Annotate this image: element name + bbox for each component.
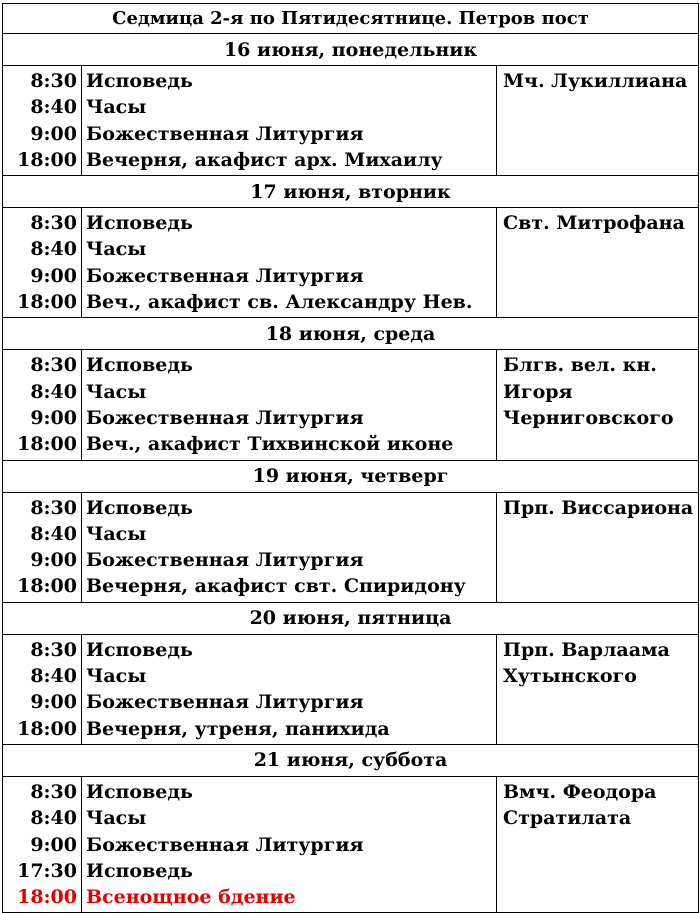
service-time: 9:00 bbox=[30, 691, 77, 714]
saint-of-day bbox=[497, 66, 699, 176]
service-time: 9:00 bbox=[30, 264, 77, 287]
saint-name-line: Стратилата bbox=[503, 807, 632, 830]
day-services-row bbox=[3, 208, 699, 318]
schedule-table bbox=[2, 3, 699, 913]
saint-name-line: Прп. Варлаама bbox=[503, 638, 670, 661]
service-name: Божественная Литургия bbox=[86, 264, 364, 287]
service-time: 8:40 bbox=[30, 665, 77, 688]
service-time: 8:30 bbox=[30, 496, 77, 519]
service-time: 18:00 bbox=[17, 575, 77, 598]
saint-name-line: Блгв. вел. кн. bbox=[503, 354, 657, 377]
day-header-row bbox=[3, 318, 699, 350]
day-header-row bbox=[3, 602, 699, 634]
service-time: 8:30 bbox=[30, 212, 77, 235]
service-name: Часы bbox=[86, 96, 147, 119]
service-events bbox=[82, 776, 497, 912]
service-time: 8:40 bbox=[30, 238, 77, 261]
saint-of-day bbox=[497, 350, 699, 460]
saint-name-line: Мч. Лукиллиана bbox=[503, 70, 688, 92]
service-name: Исповедь bbox=[86, 354, 193, 377]
saint-name-line: Игоря bbox=[503, 380, 573, 403]
schedule-title: Седмица 2-я по Пятидесятнице. Петров пост bbox=[3, 4, 699, 34]
service-times bbox=[3, 66, 82, 176]
service-time: 9:00 bbox=[30, 406, 77, 429]
service-time: 18:00 bbox=[17, 291, 77, 314]
service-name: Часы bbox=[86, 807, 147, 830]
day-services-row bbox=[3, 66, 699, 176]
service-events bbox=[82, 208, 497, 318]
service-time: 8:30 bbox=[30, 354, 77, 377]
day-services-row bbox=[3, 492, 699, 602]
day-date: 16 июня, понедельник bbox=[3, 34, 699, 66]
service-name: Божественная Литургия bbox=[86, 122, 364, 145]
day-date: 18 июня, среда bbox=[3, 318, 699, 350]
service-name: Исповедь bbox=[86, 859, 193, 882]
day-date: 21 июня, суббота bbox=[3, 744, 699, 776]
service-name: Божественная Литургия bbox=[86, 406, 364, 429]
day-date: 17 июня, вторник bbox=[3, 176, 699, 208]
service-times bbox=[3, 492, 82, 602]
service-name: Вечерня, акафист арх. Михаилу bbox=[86, 148, 443, 171]
day-header-row bbox=[3, 460, 699, 492]
service-time: 8:40 bbox=[30, 380, 77, 403]
service-name: Часы bbox=[86, 522, 147, 545]
service-name: Часы bbox=[86, 238, 147, 261]
service-name: Божественная Литургия bbox=[86, 691, 364, 714]
service-time: 18:00 bbox=[17, 886, 77, 909]
service-name: Божественная Литургия bbox=[86, 833, 364, 856]
service-time: 8:30 bbox=[30, 70, 77, 92]
service-times bbox=[3, 776, 82, 912]
service-name: Исповедь bbox=[86, 496, 193, 519]
saint-of-day bbox=[497, 776, 699, 912]
service-events bbox=[82, 66, 497, 176]
day-date: 20 июня, пятница bbox=[3, 602, 699, 634]
service-times bbox=[3, 208, 82, 318]
service-name: Часы bbox=[86, 380, 147, 403]
service-time: 9:00 bbox=[30, 833, 77, 856]
day-header-row bbox=[3, 744, 699, 776]
service-name: Часы bbox=[86, 665, 147, 688]
service-name: Исповедь bbox=[86, 780, 193, 803]
service-name: Божественная Литургия bbox=[86, 549, 364, 572]
title-row bbox=[3, 4, 699, 34]
saint-name-line: Хутынского bbox=[503, 665, 637, 688]
service-events bbox=[82, 350, 497, 460]
day-services-row bbox=[3, 776, 699, 912]
saint-of-day bbox=[497, 492, 699, 602]
service-name: Вечерня, утреня, панихида bbox=[86, 717, 390, 740]
service-time: 9:00 bbox=[30, 549, 77, 572]
service-time: 8:40 bbox=[30, 807, 77, 830]
service-name: Веч., акафист св. Александру Нев. bbox=[86, 291, 473, 314]
service-time: 18:00 bbox=[17, 717, 77, 740]
day-header-row bbox=[3, 34, 699, 66]
service-time: 8:40 bbox=[30, 522, 77, 545]
service-name: Исповедь bbox=[86, 70, 193, 92]
saint-of-day bbox=[497, 634, 699, 744]
service-times bbox=[3, 634, 82, 744]
day-header-row bbox=[3, 176, 699, 208]
saint-of-day bbox=[497, 208, 699, 318]
service-name: Всенощное бдение bbox=[86, 886, 296, 909]
service-times bbox=[3, 350, 82, 460]
saint-name-line: Прп. Виссариона bbox=[503, 496, 694, 519]
saint-name-line: Свт. Митрофана bbox=[503, 212, 685, 235]
service-time: 18:00 bbox=[17, 433, 77, 456]
day-services-row bbox=[3, 634, 699, 744]
service-name: Веч., акафист Тихвинской иконе bbox=[86, 433, 454, 456]
saint-name-line: Черниговского bbox=[503, 406, 674, 429]
service-name: Исповедь bbox=[86, 212, 193, 235]
service-time: 18:00 bbox=[17, 148, 77, 171]
service-name: Вечерня, акафист свт. Спиридону bbox=[86, 575, 466, 598]
service-events bbox=[82, 634, 497, 744]
service-time: 9:00 bbox=[30, 122, 77, 145]
service-time: 17:30 bbox=[17, 859, 77, 882]
service-time: 8:40 bbox=[30, 96, 77, 119]
service-time: 8:30 bbox=[30, 638, 77, 661]
day-services-row bbox=[3, 350, 699, 460]
service-time: 8:30 bbox=[30, 780, 77, 803]
day-date: 19 июня, четверг bbox=[3, 460, 699, 492]
service-name: Исповедь bbox=[86, 638, 193, 661]
saint-name-line: Вмч. Феодора bbox=[503, 780, 657, 803]
service-events bbox=[82, 492, 497, 602]
